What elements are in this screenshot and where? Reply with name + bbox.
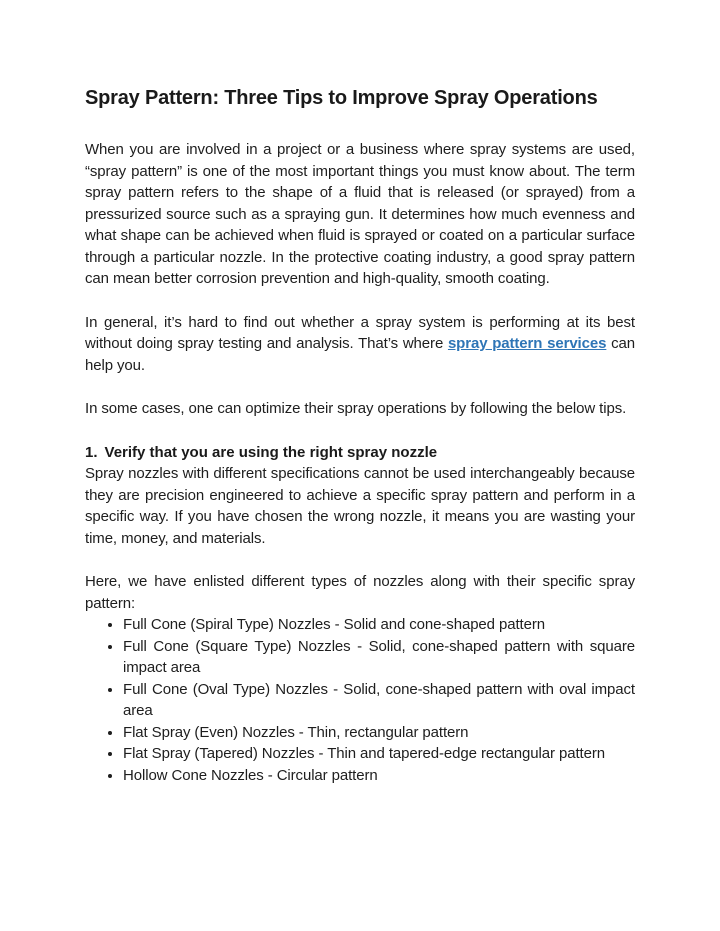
list-item: • Hollow Cone Nozzles - Circular pattern: [123, 765, 635, 787]
tip1-heading: [85, 442, 635, 464]
nozzle-type-list: [85, 614, 635, 786]
list-item: • Full Cone (Square Type) Nozzles - Solid, cone-shaped pattern with square impact area: [123, 636, 635, 679]
paragraph-general-before: In general, it’s hard to find out whether a spray system is performing at its best without doing spray testing and analysis. That’s where: [85, 313, 635, 352]
paragraph-optimize: In some cases, one can optimize their spray operations by following the below tips.: [85, 400, 627, 417]
spray-pattern-services-link[interactable]: spray pattern services: [447, 335, 607, 352]
paragraph-general-after: can help you.: [85, 335, 635, 374]
page-title: Spray Pattern: Three Tips to Improve Spray Operations: [85, 87, 598, 109]
paragraph-nozzle-types-intro: Here, we have enlisted different types of nozzles along with their specific spray pattern:: [85, 573, 635, 612]
paragraph-intro: When you are involved in a project or a business where spray systems are used, “spray pattern” is one of the most important things you must know about. The term spray pattern refers to the shape of a fluid that is released (or sprayed) from a pressurized source such as a spraying gun. It determines how much evenness and what shape can be achieved when fluid is sprayed or coated on a particular surface through a particular nozzle. In the protective coating industry, a good spray pattern can mean better corrosion prevention and high-quality, smooth coating.: [85, 141, 635, 287]
paragraph-nozzle-body: Spray nozzles with different specifications cannot be used interchangeably because they are precision engineered to achieve a specific spray pattern and perform in a specific way. If you have chosen the wrong nozzle, it means you are wasting your time, money, and materials.: [85, 465, 635, 547]
list-item: • Full Cone (Oval Type) Nozzles - Solid, cone-shaped pattern with oval impact area: [123, 679, 635, 722]
list-item: • Full Cone (Spiral Type) Nozzles - Solid and cone-shaped pattern: [123, 614, 635, 636]
list-item: • Flat Spray (Tapered) Nozzles - Thin and tapered-edge rectangular pattern: [123, 743, 635, 765]
list-item: • Flat Spray (Even) Nozzles - Thin, rectangular pattern: [123, 722, 635, 744]
paragraph-general: [85, 312, 635, 377]
tip1-heading-number: 1.: [85, 443, 98, 461]
tip1-heading-label: Verify that you are using the right spray nozzle: [104, 443, 438, 461]
